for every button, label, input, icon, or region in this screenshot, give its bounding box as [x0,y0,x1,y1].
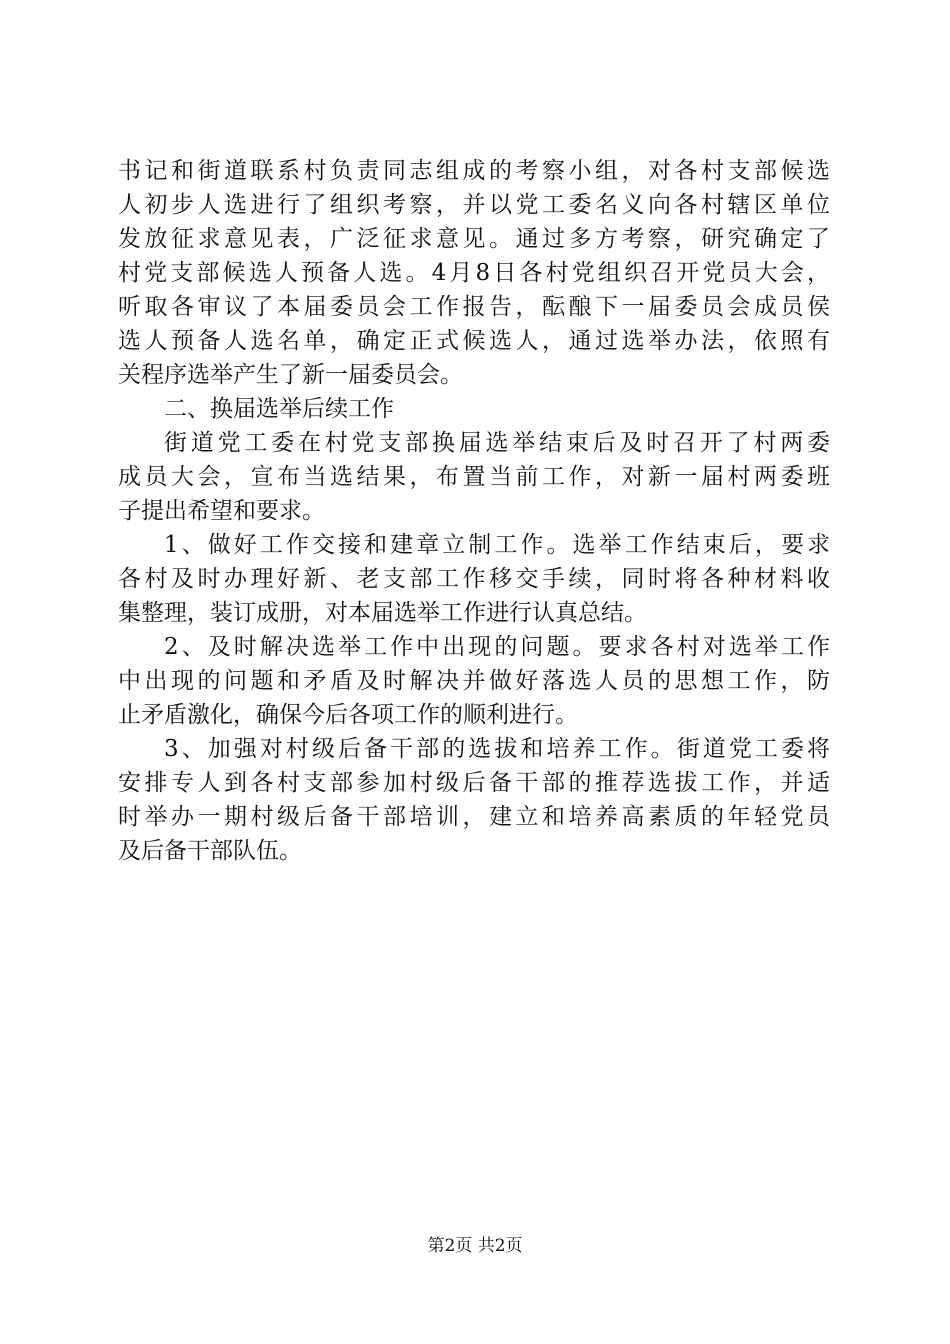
text-line: 书记和街道联系村负责同志组成的考察小组，对各村支部候选 [118,158,830,184]
paragraph [118,392,830,426]
paragraph [118,426,830,528]
text-line: 选人预备人选名单，确定正式候选人，通过选举办法，依照有 [118,328,830,354]
paragraph [118,528,830,630]
page-footer [0,1234,950,1258]
text-line: 子提出希望和要求。 [118,498,325,524]
text-line: 关程序选举产生了新一届委员会。 [118,362,463,388]
text-line: 各村及时办理好新、老支部工作移交手续，同时将各种材料收 [118,566,830,592]
text-line: 集整理，装订成册，对本届选举工作进行认真总结。 [118,600,647,626]
paragraph [118,732,830,868]
text-line: 中出现的问题和矛盾及时解决并做好落选人员的思想工作，防 [118,668,830,694]
text-line: 成员大会，宣布当选结果，布置当前工作，对新一届村两委班 [118,464,830,490]
text-line: 2、及时解决选举工作中出现的问题。要求各村对选举工作 [164,634,830,660]
document-body [118,154,830,868]
text-line: 听取各审议了本届委员会工作报告，酝酿下一届委员会成员侯 [118,294,830,320]
paragraph [118,630,830,732]
text-line: 止矛盾激化，确保今后各项工作的顺利进行。 [118,702,578,728]
paragraph [118,154,830,392]
text-line: 时举办一期村级后备干部培训，建立和培养高素质的年轻党员 [118,804,830,830]
text-line: 二、换届选举后续工作 [164,396,394,422]
page-number-label: 第2页 共2页 [427,1236,523,1256]
text-line: 及后备干部队伍。 [118,838,302,864]
text-line: 3、加强对村级后备干部的选拔和培养工作。街道党工委将 [164,736,830,762]
text-line: 街道党工委在村党支部换届选举结束后及时召开了村两委 [164,430,830,456]
text-line: 人初步人选进行了组织考察，并以党工委名义向各村辖区单位 [118,192,830,218]
text-line: 1、做好工作交接和建章立制工作。选举工作结束后，要求 [164,532,830,558]
text-line: 安排专人到各村支部参加村级后备干部的推荐选拔工作，并适 [118,770,830,796]
text-line: 村党支部候选人预备人选。4月8日各村党组织召开党员大会， [118,260,830,286]
text-line: 发放征求意见表，广泛征求意见。通过多方考察，研究确定了 [118,226,830,252]
